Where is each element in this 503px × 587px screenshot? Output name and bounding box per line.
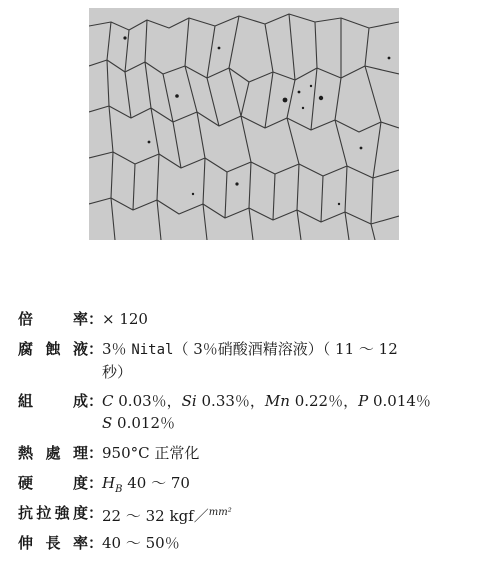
element-mn: Mn xyxy=(264,392,290,410)
etchant-label: 腐 蝕 液 xyxy=(18,340,88,358)
element-p: P xyxy=(358,392,369,410)
hardness-row xyxy=(18,472,493,494)
colon: ： xyxy=(88,392,104,410)
heat-treatment-row xyxy=(18,442,493,464)
magnification-label: 倍 率 xyxy=(18,310,88,328)
hardness-label: 硬 度 xyxy=(18,474,88,492)
colon: ： xyxy=(88,474,104,492)
composition-value-line2: S 0.012％ xyxy=(102,414,175,432)
tensile-strength-row xyxy=(18,502,493,524)
elongation-row xyxy=(18,532,493,554)
colon: ： xyxy=(88,504,104,522)
colon: ： xyxy=(88,534,104,552)
etchant-value-line2: 秒） xyxy=(102,363,133,381)
element-c: C xyxy=(102,392,114,410)
composition-row xyxy=(18,390,493,434)
heat-treatment-label: 熱 處 理 xyxy=(18,444,88,462)
etchant-value: 3％ Nital（ 3％硝酸酒精溶液）（ 11 ～ 12 秒） xyxy=(102,340,398,381)
hardness-value: $H_B$ 40 ～ 70 xyxy=(102,474,190,495)
colon: ： xyxy=(88,444,104,462)
composition-label: 組 成 xyxy=(18,392,88,410)
tensile-strength-label: 抗 拉 強 度 xyxy=(18,504,88,522)
magnification-row xyxy=(18,308,493,330)
element-s: S xyxy=(102,414,113,432)
tensile-strength-value: 22 ～ 32 kgf／$^{mm^2}$ xyxy=(102,507,232,525)
heat-treatment-value: 950°C 正常化 xyxy=(102,444,200,462)
elongation-value: 40 ～ 50％ xyxy=(102,534,180,552)
spec-list xyxy=(18,308,493,554)
element-si: Si xyxy=(181,392,197,410)
colon: ： xyxy=(88,340,104,358)
ferrite-grain-micrograph-icon xyxy=(89,8,399,240)
etchant-row xyxy=(18,338,493,382)
colon: ： xyxy=(88,310,104,328)
micrograph-image xyxy=(89,8,399,240)
composition-value: C 0.03％，Si 0.33％，Mn 0.22％，P 0.014％ S 0.012％ xyxy=(102,392,431,432)
magnification-value: × 120 xyxy=(102,310,148,328)
elongation-label: 伸 長 率 xyxy=(18,534,88,552)
